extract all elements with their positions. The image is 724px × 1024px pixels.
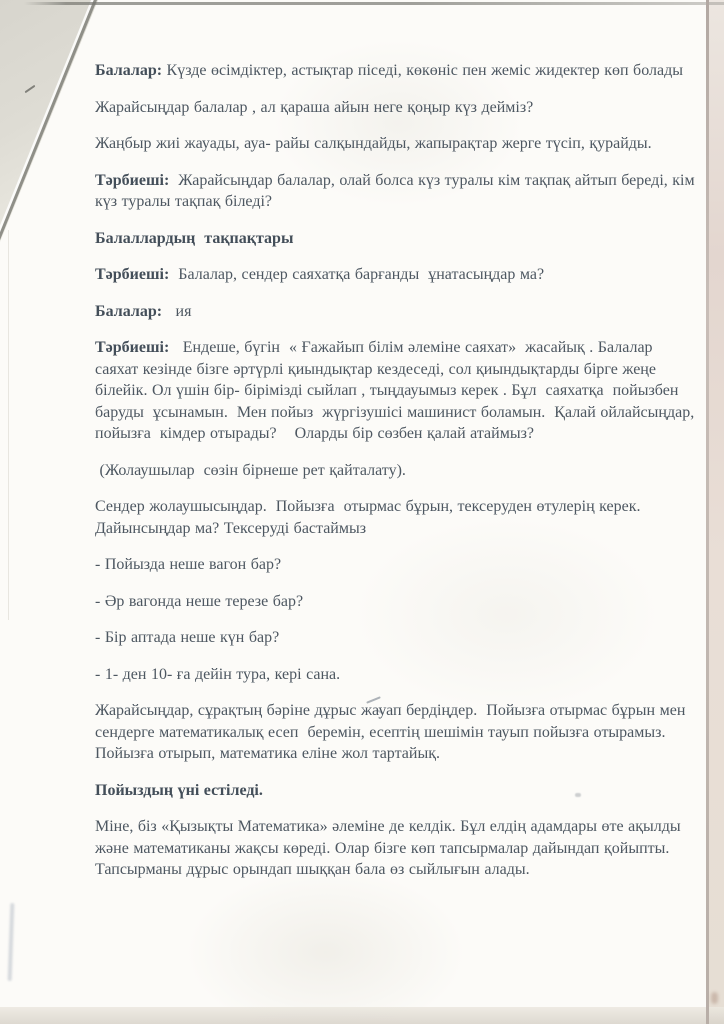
scan-smudge xyxy=(711,992,718,1004)
scan-edge-top-line xyxy=(24,2,724,5)
paragraph-text: - Пойызда неше вагон бар? xyxy=(95,556,282,573)
pen-scribble-mark xyxy=(8,903,15,981)
paragraph-text: Балалар, сендер саяхатқа барғанды ұнатасыңдар ма? xyxy=(173,266,545,283)
paragraph-text: Міне, біз «Қызықты Математика» әлеміне де келдік. Бұл елдің адамдары өте ақылды және математиканы жақсы көреді. Олар бізге көп тапсырмалар дайындап қойыпты. Тапсырманы дұрыс орындап шыққан бала өз сыйлығын алады. xyxy=(95,818,686,878)
speaker-label: Тәрбиеші: xyxy=(95,266,170,283)
paragraph xyxy=(95,700,699,765)
paragraph-text: - Бір аптада неше күн бар? xyxy=(95,629,280,646)
paragraph xyxy=(95,664,699,686)
paragraph xyxy=(95,97,699,119)
dialogue-paragraph xyxy=(95,170,699,213)
scan-left-faint-line xyxy=(8,230,9,620)
paragraph-text: Жарайсыңдар балалар, олай болса күз туралы кім тақпақ айтып береді, кім күз туралы тақпақ біледі? xyxy=(95,171,700,210)
speaker-label: Тәрбиеші: xyxy=(95,339,170,356)
paragraph-text: - Әр вагонда неше терезе бар? xyxy=(95,592,304,610)
paragraph xyxy=(95,133,699,155)
paragraph-text: Күзде өсімдіктер, астықтар піседі, көкөніс пен жеміс жидектер көп болады xyxy=(166,62,683,79)
scan-edge-right-strip xyxy=(709,0,724,1024)
paragraph-text: Жарайсыңдар балалар , ал қараша айын неге қоңыр күз дейміз? xyxy=(95,98,534,116)
bold-stage-direction xyxy=(95,228,699,250)
paragraph-text: Пойыздың үні естіледі. xyxy=(95,781,263,799)
scan-edge-right-line xyxy=(706,0,709,1024)
dialogue-paragraph xyxy=(95,264,699,286)
dialogue-paragraph xyxy=(95,301,699,323)
paragraph xyxy=(95,627,699,649)
dialogue-paragraph xyxy=(95,337,699,445)
scan-edge-bottom-strip xyxy=(0,1007,724,1024)
paragraph xyxy=(95,591,699,613)
paragraph-text: - 1- ден 10- ға дейін тура, кері сана. xyxy=(95,665,341,683)
paragraph-text: Жарайсыңдар, сұрақтың бәріне дұрыс жауап бердіңдер. Пойызға отырмас бұрын мен сендерге математикалық есеп беремін, есептің шешімін тауып пойызға отырамыз. Пойызға отырып, математика еліне жол тартайық. xyxy=(95,702,690,762)
paragraph xyxy=(95,496,699,539)
paragraph xyxy=(95,460,699,482)
paragraph xyxy=(95,816,699,881)
speaker-label: Тәрбиеші: xyxy=(95,171,170,189)
paragraph-text: Балаллардың тақпақтары xyxy=(95,229,294,247)
dialogue-paragraph xyxy=(95,60,699,82)
document-body xyxy=(95,60,699,896)
paragraph-text: Ендеше, бүгін « Ғажайып білім әлеміне саяхат» жасайық . Балалар саяхат кезінде бізге әртүрлі қиындықтар кездеседі, сол қиындықтарды бірге жеңе білейік. Ол үшін бір- бірімізді сыйлап , тыңдауымыз керек . Бұл саяхатқа пойызбен баруды ұсынамын. Мен пойыз жүргізушісі машинист боламын. Қалай ойлайсыңдар, пойызға кімдер отырады? Оларды бір сөзбен қалай атаймыз? xyxy=(95,339,699,442)
bold-stage-direction xyxy=(95,780,699,802)
paragraph xyxy=(95,554,699,576)
speaker-label: Балалар: xyxy=(95,62,163,79)
paragraph-text: Жаңбыр жиі жауады, ауа- райы салқындайды, жапырақтар жерге түсіп, қурайды. xyxy=(95,135,652,152)
page-corner-fold xyxy=(0,0,98,242)
paragraph-text: ия xyxy=(166,302,192,320)
speaker-label: Балалар: xyxy=(95,302,163,320)
paragraph-text: Сендер жолаушысыңдар. Пойызға отырмас бұрын, тексеруден өтулерің керек. Дайынсыңдар ма? Тексеруді бастаймыз xyxy=(95,498,646,537)
paragraph-text: (Жолаушылар сөзін бірнеше рет қайталату). xyxy=(95,461,406,479)
